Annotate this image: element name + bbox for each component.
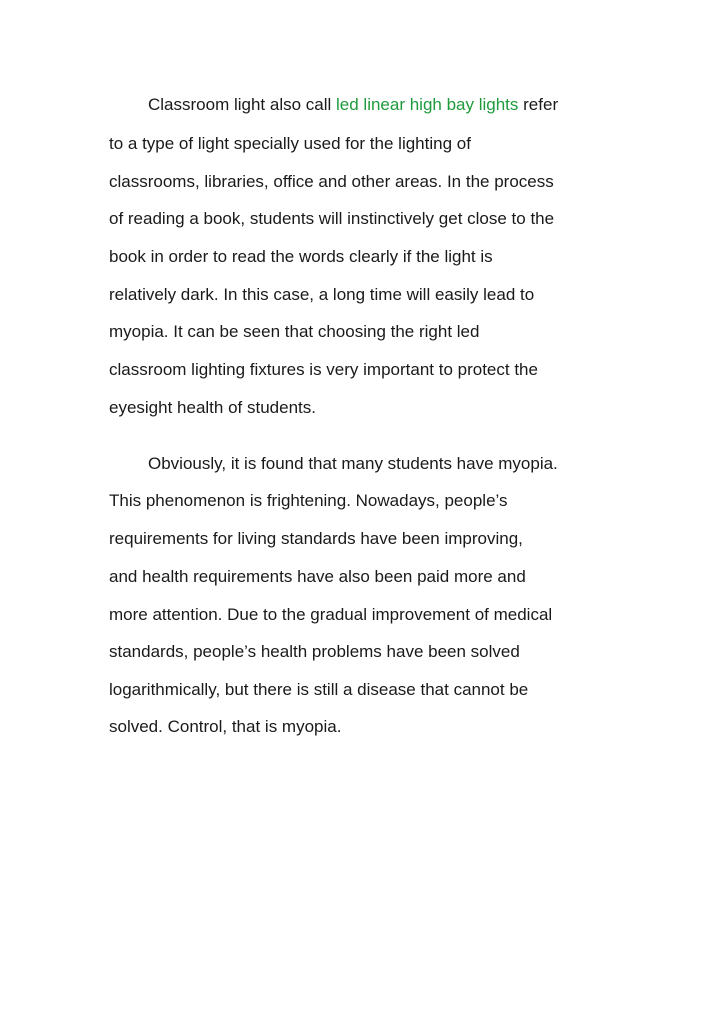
led-linear-high-bay-lights-link[interactable]: led linear high bay lights <box>336 95 519 114</box>
paragraph-1-line-3: classrooms, libraries, office and other areas. In the process <box>109 172 554 191</box>
paragraph-2-line-3: requirements for living standards have been improving, <box>109 529 523 548</box>
paragraph-1-line-1 <box>148 95 558 115</box>
paragraph-1-line-5: book in order to read the words clearly if the light is <box>109 247 493 266</box>
paragraph-1-line-2: to a type of light specially used for the lighting of <box>109 134 471 153</box>
paragraph-1-line-8: classroom lighting fixtures is very important to protect the <box>109 360 538 379</box>
paragraph-1-lead-text: Classroom light also call <box>148 95 337 114</box>
paragraph-2-line-4: and health requirements have also been paid more and <box>109 567 526 586</box>
paragraph-2-line-8: solved. Control, that is myopia. <box>109 717 342 736</box>
paragraph-2-line-1: Obviously, it is found that many students have myopia. <box>148 454 558 473</box>
paragraph-2-line-5: more attention. Due to the gradual improvement of medical <box>109 605 553 624</box>
paragraph-2-line-2: This phenomenon is frightening. Nowadays, people’s <box>109 491 508 510</box>
paragraph-1-line-4: of reading a book, students will instinctively get close to the <box>109 209 555 228</box>
paragraph-2-line-6: standards, people’s health problems have been solved <box>109 642 520 661</box>
paragraph-1-line-6: relatively dark. In this case, a long time will easily lead to <box>109 285 535 304</box>
paragraph-1-line-7: myopia. It can be seen that choosing the right led <box>109 322 480 341</box>
paragraph-1-line-9: eyesight health of students. <box>109 398 316 417</box>
paragraph-2-line-7: logarithmically, but there is still a disease that cannot be <box>109 680 529 699</box>
paragraph-1-lead-tail: refer <box>518 95 559 114</box>
